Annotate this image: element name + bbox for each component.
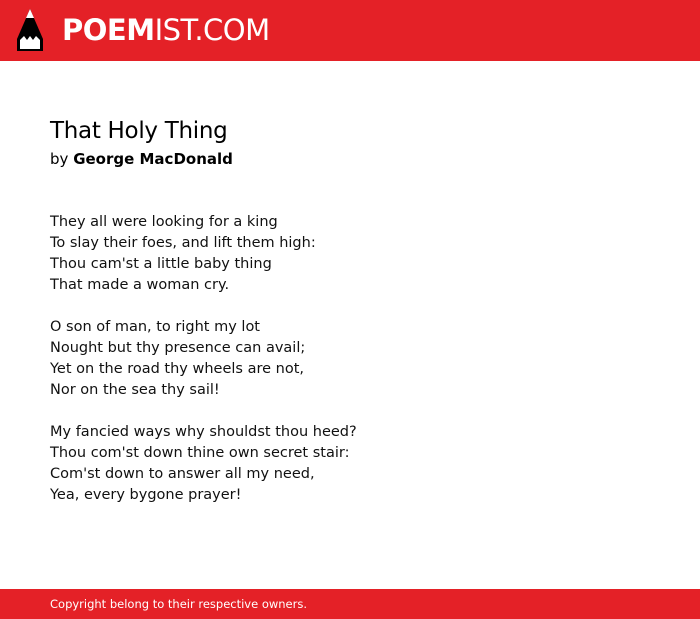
poem-line: Com'st down to answer all my need, [50, 466, 315, 482]
poem-line: They all were looking for a king [50, 214, 278, 230]
footer-copyright: Copyright belong to their respective owners. [50, 597, 308, 611]
byline-label: by [50, 150, 69, 168]
logo-text-bold: POEM [62, 13, 155, 47]
poem-line: Thou cam'st a little baby thing [50, 256, 272, 272]
poem-stanza [50, 317, 650, 401]
poem-content [50, 112, 650, 527]
poem-line: My fancied ways why shouldst thou heed? [50, 424, 357, 440]
poem-author: George MacDonald [73, 150, 233, 168]
site-header [0, 0, 700, 61]
poem-line: Thou com'st down thine own secret stair: [50, 445, 350, 461]
poem-body [50, 212, 650, 506]
poem-title: That Holy Thing [50, 118, 228, 144]
pencil-icon[interactable] [17, 9, 43, 51]
poem-line: To slay their foes, and lift them high: [50, 235, 316, 251]
poem-byline [50, 150, 650, 168]
poem-stanza [50, 422, 650, 506]
poem-line: That made a woman cry. [50, 277, 230, 293]
poem-line: Nought but thy presence can avail; [50, 340, 306, 356]
poem-stanza [50, 212, 650, 296]
site-logo[interactable] [62, 12, 270, 48]
poem-line: Nor on the sea thy sail! [50, 382, 220, 398]
site-footer [0, 589, 700, 619]
poem-line: Yet on the road thy wheels are not, [50, 361, 304, 377]
poem-line: Yea, every bygone prayer! [50, 487, 242, 503]
logo-text-light: IST.COM [154, 13, 270, 47]
poem-line: O son of man, to right my lot [50, 319, 260, 335]
